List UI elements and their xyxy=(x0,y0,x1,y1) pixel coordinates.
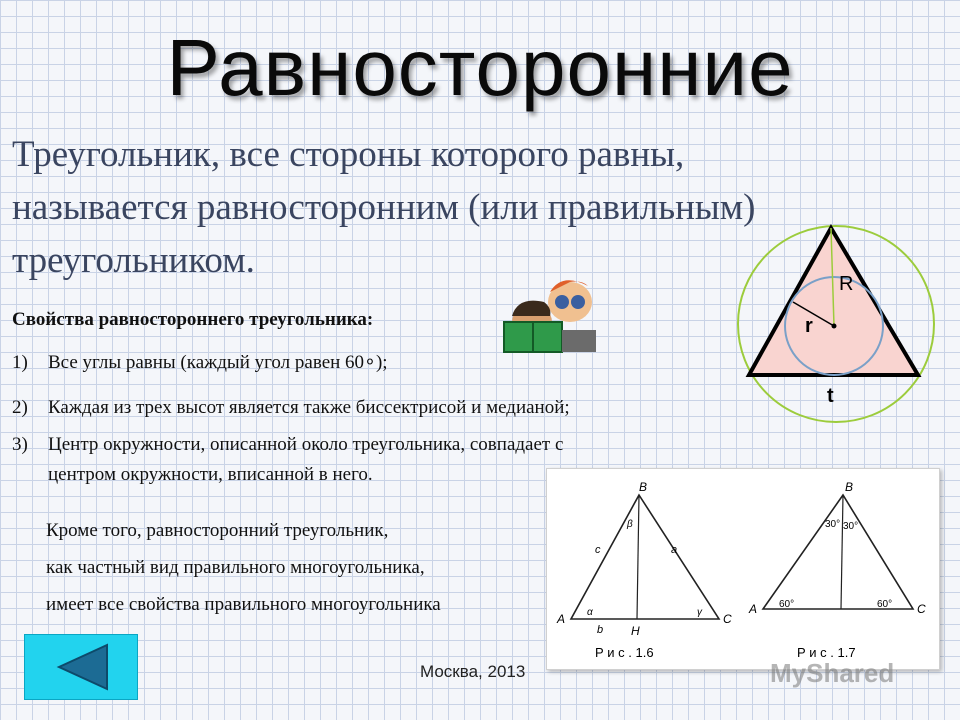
fig1-angle-alpha: α xyxy=(587,607,593,618)
textbook-figures xyxy=(547,469,939,669)
fig1-angle-beta: β xyxy=(627,519,633,530)
property-item-3 xyxy=(12,430,563,490)
slide-title: Равносторонние xyxy=(166,23,794,112)
label-R: R xyxy=(839,273,854,295)
extra-line-2: как частный вид правильного многоугольника, xyxy=(46,557,425,578)
property-number: 3) xyxy=(12,434,28,455)
fig1-caption: Р и с . 1.6 xyxy=(595,645,654,660)
fig1-foot-H: H xyxy=(631,624,640,638)
textbook-figures-panel xyxy=(546,468,940,670)
property-text: Каждая из трех высот является также биссектрисой и медианой; xyxy=(48,397,570,418)
fig1-vertex-A: A xyxy=(557,612,566,626)
property-text-continued: центром окружности, вписанной в него. xyxy=(48,464,373,485)
fig2-angle-top-right: 30° xyxy=(843,521,859,532)
definition-line-3: треугольником. xyxy=(12,240,255,281)
fig2-vertex-B: B xyxy=(845,480,854,494)
fig1-side-c: c xyxy=(595,544,601,556)
property-text: Центр окружности, описанной около треугольника, совпадает с xyxy=(48,434,564,455)
property-text: Все углы равны (каждый угол равен 60∘); xyxy=(48,352,388,373)
fig2-vertex-A: A xyxy=(749,602,758,616)
property-item-1 xyxy=(12,348,388,378)
back-button[interactable] xyxy=(24,634,138,700)
reading-students-icon xyxy=(492,270,612,360)
extra-line-3: имеет все свойства правильного многоугольника xyxy=(46,594,441,615)
label-t: t xyxy=(827,385,834,407)
equilateral-circles-diagram xyxy=(735,220,940,425)
fig2-angle-left: 60° xyxy=(779,599,795,610)
fig2-vertex-C: C xyxy=(917,602,926,616)
extra-line-1: Кроме того, равносторонний треугольник, xyxy=(46,520,389,541)
property-item-2 xyxy=(12,393,570,423)
property-number: 2) xyxy=(12,397,28,418)
fig2-angle-top-left: 30° xyxy=(825,519,841,530)
center-point xyxy=(832,324,837,329)
properties-heading: Свойства равностороннего треугольника: xyxy=(12,309,374,330)
watermark: MyShared xyxy=(770,658,895,688)
fig1-vertex-B: B xyxy=(639,480,648,494)
back-arrow-icon xyxy=(25,635,137,699)
property-number: 1) xyxy=(12,352,28,373)
fig1-side-b: b xyxy=(597,624,604,636)
fig1-angle-gamma: γ xyxy=(697,607,702,618)
fig2-angle-right: 60° xyxy=(877,599,893,610)
fig2-caption: Р и с . 1.7 xyxy=(797,645,856,660)
fig1-vertex-C: C xyxy=(723,612,732,626)
definition-line-1: Треугольник, все стороны которого равны, xyxy=(12,134,685,175)
label-r: r xyxy=(805,315,813,337)
definition-line-2: называется равносторонним (или правильным) xyxy=(12,187,756,228)
fig1-side-a: a xyxy=(671,544,678,556)
footer-text: Москва, 2013 xyxy=(420,662,526,681)
